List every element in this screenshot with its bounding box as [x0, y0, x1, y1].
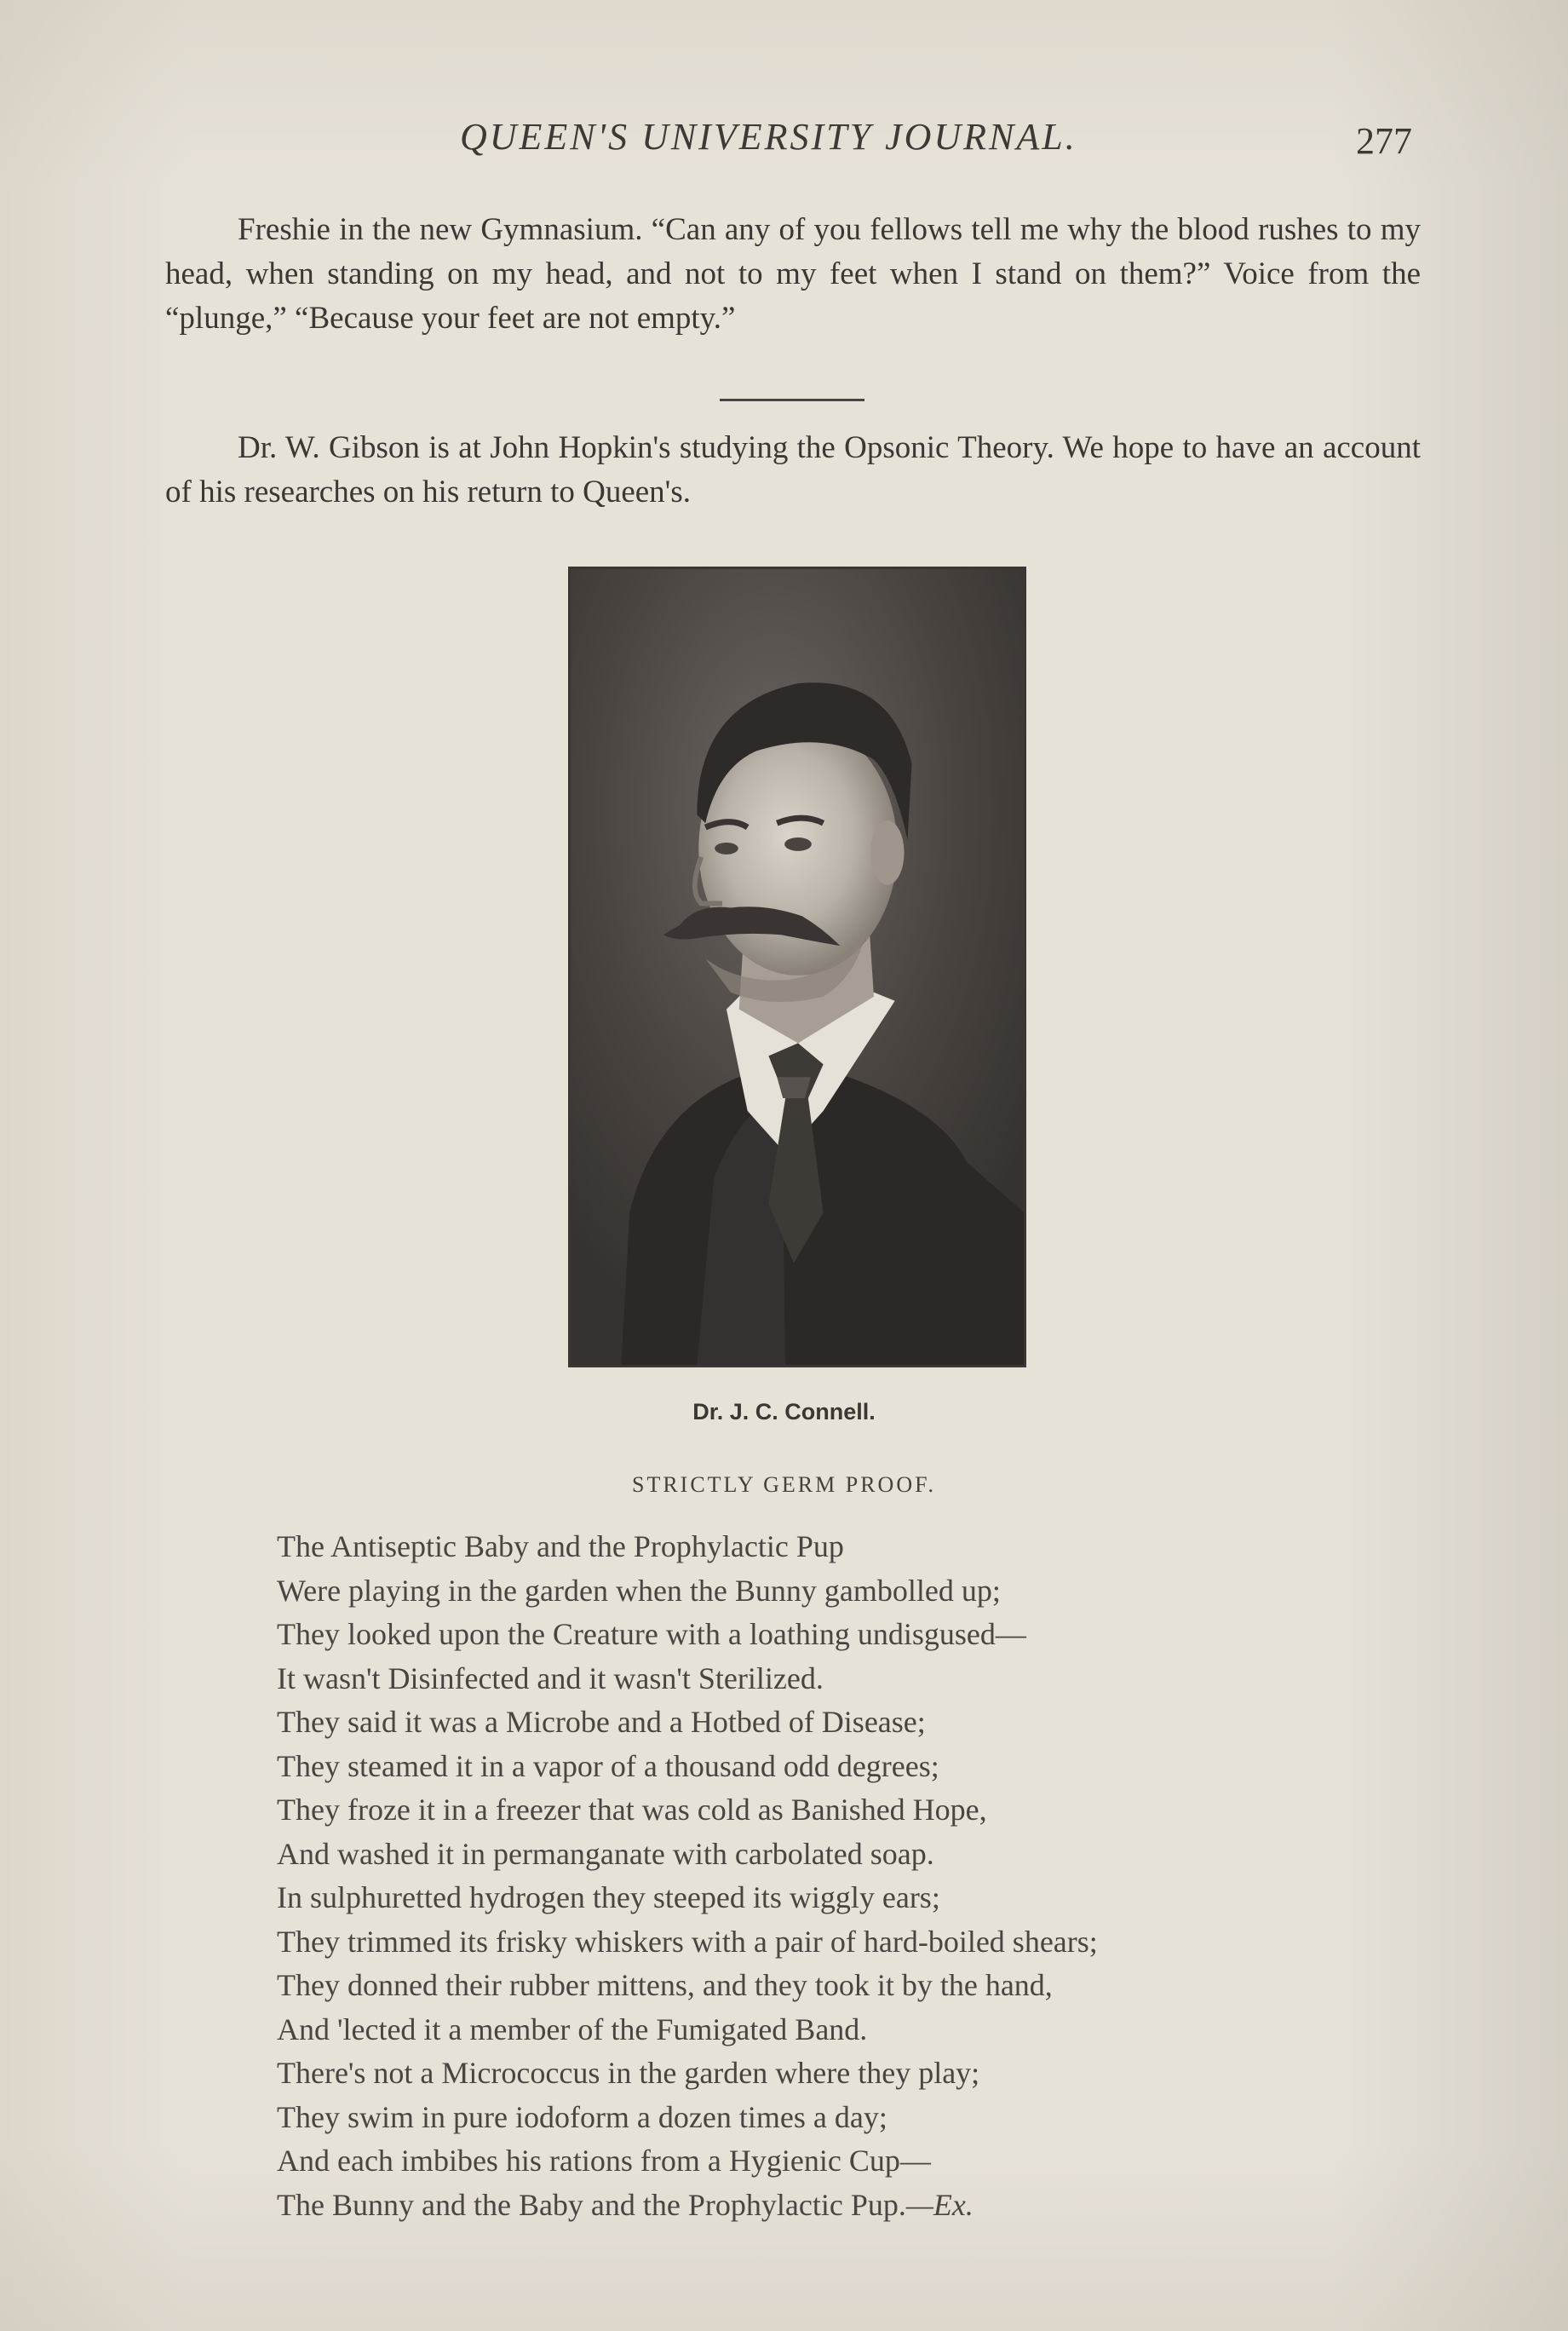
poem-line: And 'lected it a member of the Fumigated Band. — [277, 2012, 868, 2046]
poem-line: They trimmed its frisky whiskers with a pair of hard-boiled shears; — [277, 1924, 1098, 1959]
poem-line-text: The Bunny and the Baby and the Prophylactic Pup. — [277, 2187, 906, 2222]
poem-line: And washed it in permanganate with carbolated soap. — [277, 1836, 934, 1871]
paragraph-gibson — [165, 426, 1421, 515]
poem-line-last — [277, 2184, 1427, 2228]
paragraph-text: Dr. W. Gibson is at John Hopkin's studying the Opsonic Theory. We hope to have an account of his researches on his return to Queen's. — [165, 430, 1421, 509]
paragraph-freshie — [165, 208, 1421, 341]
poem-line: They froze it in a freezer that was cold as Banished Hope, — [277, 1793, 987, 1827]
poem-line: The Antiseptic Baby and the Prophylactic Pup — [277, 1529, 844, 1563]
poem-source: —Ex. — [905, 2187, 974, 2222]
poem-line: They steamed it in a vapor of a thousand odd degrees; — [277, 1748, 939, 1783]
page-number: 277 — [1356, 120, 1412, 162]
poem-line: It wasn't Disinfected and it wasn't Sterilized. — [277, 1660, 824, 1695]
poem-title: STRICTLY GERM PROOF. — [631, 1472, 936, 1497]
poem-body — [277, 1525, 1427, 2227]
portrait-photo — [568, 567, 1026, 1367]
poem-line: In sulphuretted hydrogen they steeped its wiggly ears; — [277, 1880, 940, 1914]
paragraph-text: Freshie in the new Gymnasium. “Can any of you fellows tell me why the blood rushes to my head, when standing on my head, and not to my feet when I stand on them?” Voice from the “plunge,” “Because your feet are not empty.” — [165, 212, 1421, 336]
portrait-image — [571, 569, 1024, 1365]
poem-line: There's not a Micrococcus in the garden where they play; — [277, 2056, 980, 2090]
poem-line: They donned their rubber mittens, and they took it by the hand, — [277, 1968, 1053, 2002]
running-head: QUEEN'S UNIVERSITY JOURNAL. — [460, 116, 1077, 158]
poem-line: Were playing in the garden when the Bunny gambolled up; — [277, 1573, 1001, 1608]
poem-line: They looked upon the Creature with a loathing undisgused— — [277, 1617, 1026, 1651]
poem-line: They swim in pure iodoform a dozen times a day; — [277, 2099, 887, 2134]
poem-line: They said it was a Microbe and a Hotbed of Disease; — [277, 1705, 926, 1739]
figure-caption: Dr. J. C. Connell. — [692, 1399, 876, 1424]
poem-line: And each imbibes his rations from a Hygienic Cup— — [277, 2144, 931, 2178]
section-divider — [720, 399, 864, 401]
